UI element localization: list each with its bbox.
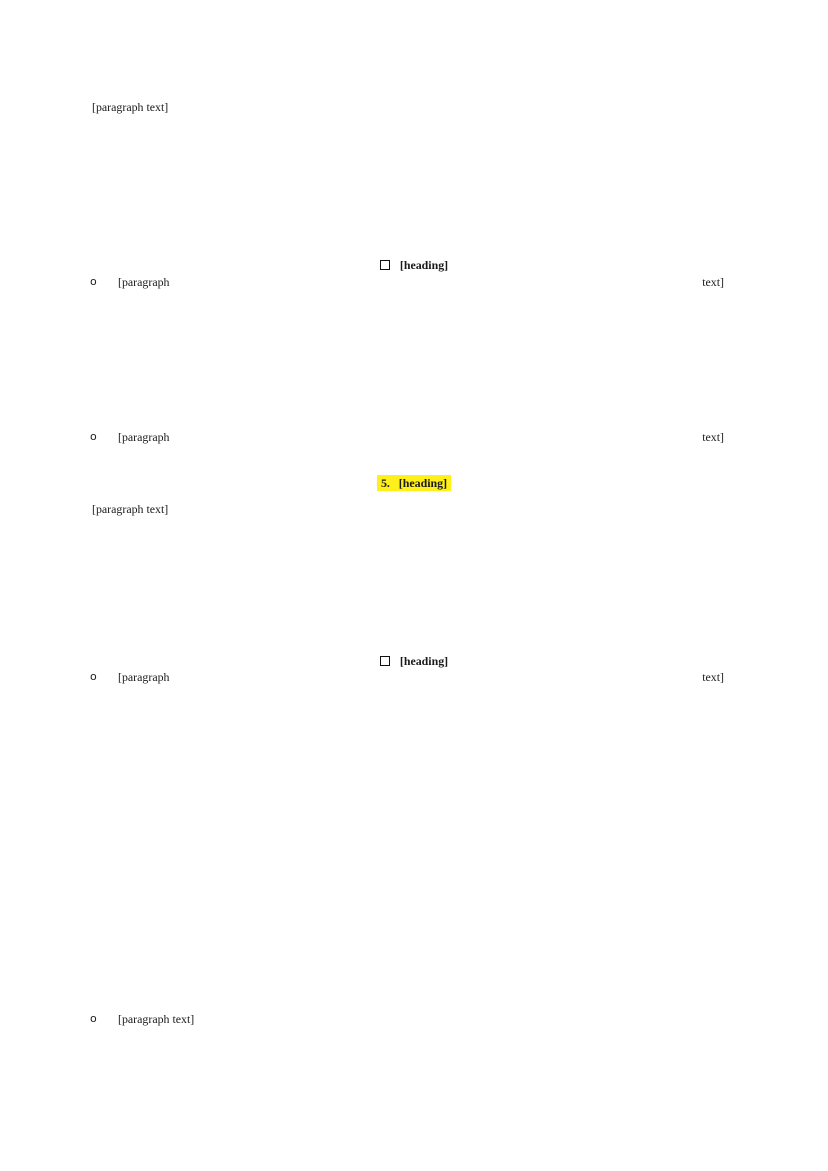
ciesle-bullet-2 (90, 1012, 724, 1027)
ulica-bullet-1 (90, 275, 724, 305)
ulica-title: [heading] (399, 258, 449, 272)
ciesle-heading (0, 654, 828, 669)
circle-bullet-icon: o (90, 670, 97, 683)
checkbox-square-icon (380, 656, 390, 666)
przybos-intro-paragraph (92, 502, 722, 517)
ulica-heading (0, 258, 828, 273)
ciesle-title: [heading] (399, 654, 449, 668)
peiper-intro-text: [paragraph text] (92, 100, 169, 114)
przybos-heading-highlight (377, 475, 451, 491)
ciesle-bullet-2-text: [paragraph text] (118, 1012, 195, 1026)
section-number: 5. (380, 476, 390, 490)
circle-bullet-icon: o (90, 275, 97, 288)
circle-bullet-icon: o (90, 1012, 97, 1025)
ciesle-bullet-1 (90, 670, 724, 700)
ulica-bullet-1-text: [paragraph text] (118, 275, 724, 289)
przybos-intro-text: [paragraph text] (92, 502, 169, 516)
ciesle-bullet-1-text: [paragraph text] (118, 670, 724, 684)
przybos-title: [heading] (398, 476, 448, 490)
circle-bullet-icon: o (90, 430, 97, 443)
checkbox-square-icon (380, 260, 390, 270)
ulica-bullet-2-text: [paragraph text] (118, 430, 724, 444)
peiper-intro-paragraph (92, 100, 722, 115)
przybos-heading (0, 476, 828, 491)
ulica-bullet-2 (90, 430, 724, 460)
